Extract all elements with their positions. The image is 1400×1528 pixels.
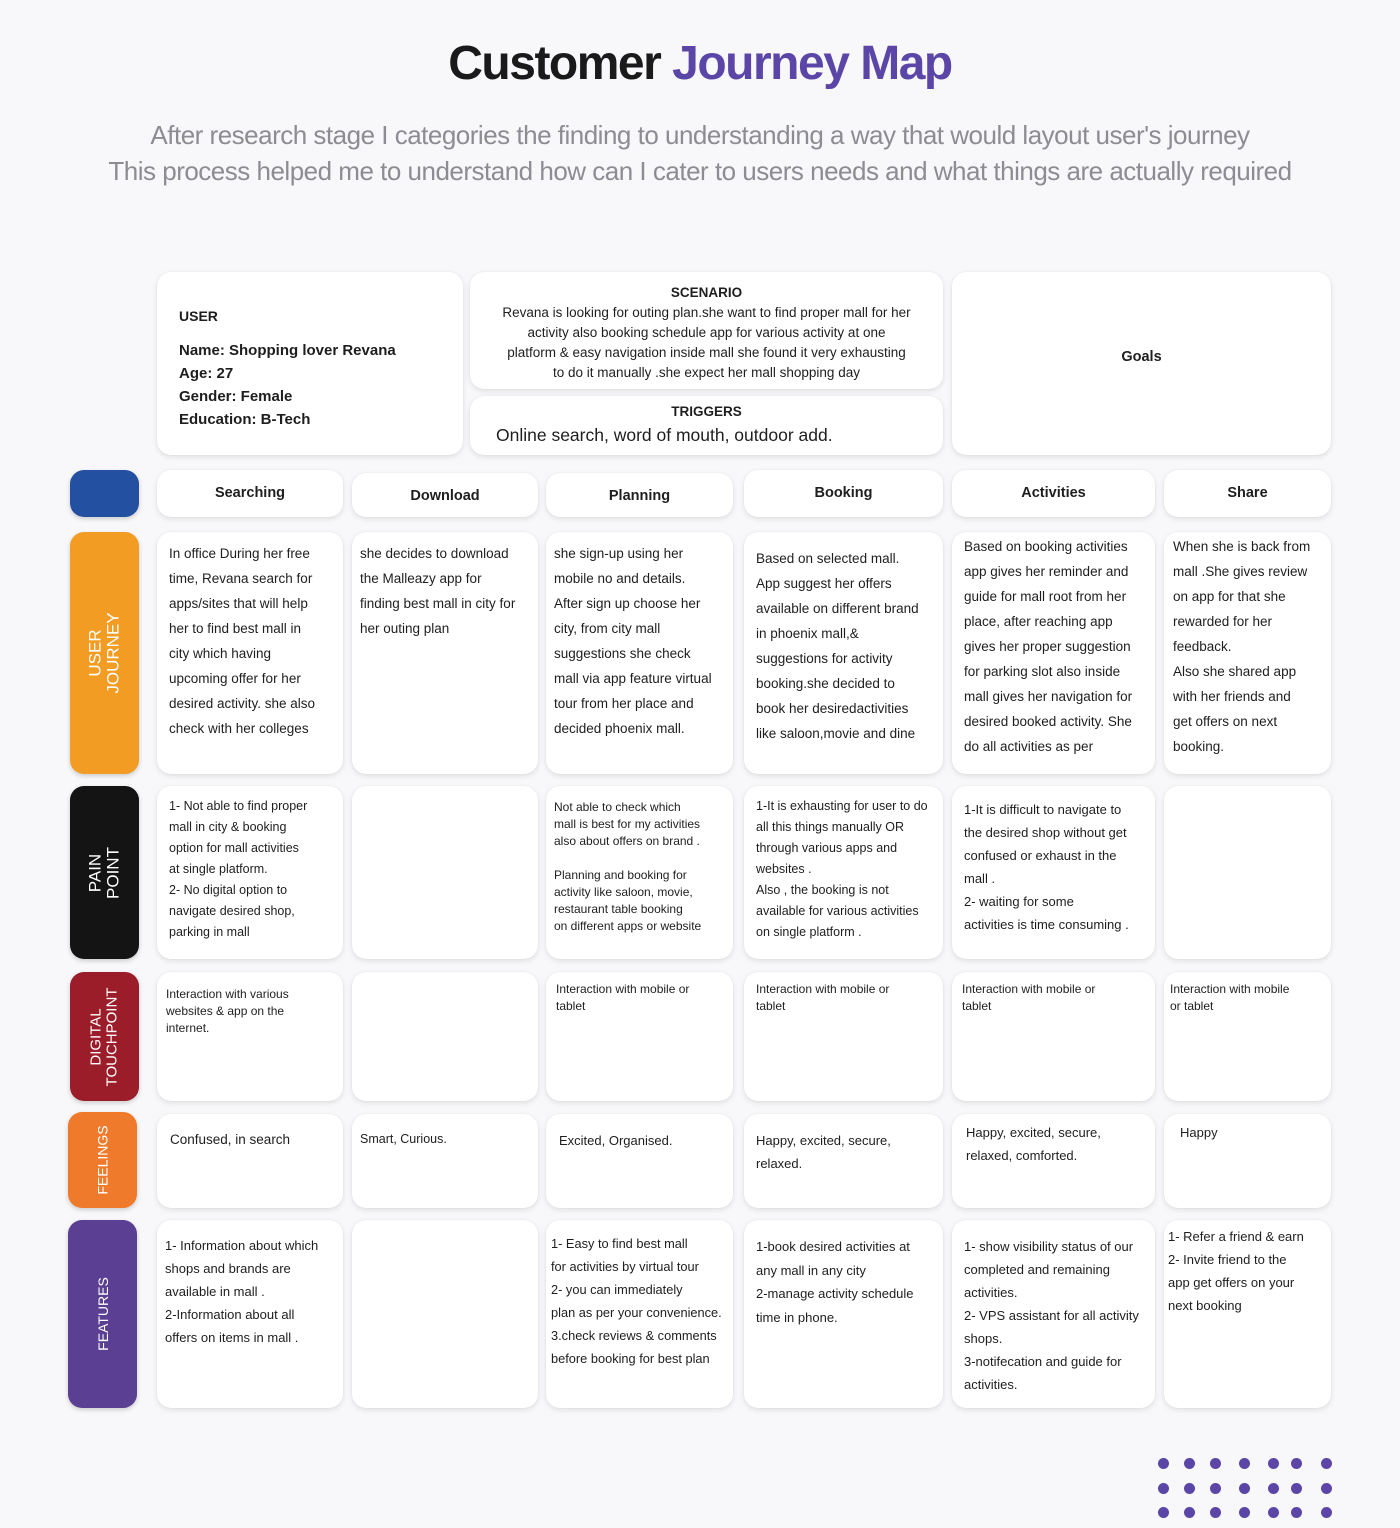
decorative-dot <box>1291 1458 1302 1469</box>
touchpoint-planning <box>546 972 733 1101</box>
scenario-card <box>470 272 943 389</box>
touchpoint-download <box>352 972 538 1101</box>
row-label-text: PAIN POINT <box>85 846 123 899</box>
feeling-share <box>1164 1114 1331 1208</box>
touchpoint-share <box>1164 972 1331 1101</box>
cell-text: Smart, Curious. <box>360 1132 447 1146</box>
feature-activities <box>952 1220 1155 1408</box>
decorative-dot <box>1158 1483 1169 1494</box>
user-journey-booking <box>744 532 943 774</box>
decorative-dot <box>1321 1507 1332 1518</box>
feeling-planning <box>546 1114 733 1208</box>
user-label: USER <box>179 308 218 324</box>
row-label-text: FEELINGS <box>94 1125 111 1195</box>
triggers-card <box>470 396 943 455</box>
decorative-dot <box>1321 1483 1332 1494</box>
cell-text: In office During her free time, Revana search for apps/sites that will help her to find best mall in city which having upcoming offer for her desired activity. she also check with her colleges <box>169 546 316 736</box>
stage-header-label: Activities <box>1021 485 1086 501</box>
triggers-text: Online search, word of mouth, outdoor add. <box>496 425 833 445</box>
cell-text: 1- show visibility status of our completed and remaining activities. 2- VPS assistant for all activity shops. 3-notifecation and guide for activities. <box>964 1239 1139 1392</box>
cell-text: When she is back from mall .She gives review on app for that she rewarded for her feedback. Also she shared app with her friends and get offers on next booking. <box>1173 539 1311 754</box>
decorative-dot <box>1210 1483 1221 1494</box>
decorative-dot <box>1239 1507 1250 1518</box>
feeling-booking <box>744 1114 943 1208</box>
cell-text: Not able to check which mall is best for my activities also about offers on brand . Planning and booking for activity like saloon, movie, restaurant table booking on different apps or website <box>554 800 702 933</box>
cell-text: 1- Not able to find proper mall in city & booking option for mall activities at single platform. 2- No digital option to navigate desired shop, parking in mall <box>169 799 308 939</box>
stage-header-searching <box>157 470 343 517</box>
decorative-dot <box>1184 1483 1195 1494</box>
persona-name: Name: Shopping lover Revana <box>179 342 396 359</box>
page-title <box>0 36 1400 91</box>
touchpoint-booking <box>744 972 943 1101</box>
row-label-pain-point <box>70 786 139 959</box>
stage-header-label: Share <box>1227 485 1268 501</box>
title-part-2: Journey Map <box>672 37 952 90</box>
row-label-feelings <box>68 1112 137 1208</box>
feature-download <box>352 1220 538 1408</box>
user-journey-share <box>1164 532 1331 774</box>
row-label-user-journey <box>70 532 139 774</box>
row-label-features <box>68 1220 137 1408</box>
row-label-text: USER JOURNEY <box>85 612 123 694</box>
cell-text: Happy, excited, secure, relaxed, comforted. <box>966 1125 1101 1163</box>
row-label-text: FEATURES <box>94 1277 111 1351</box>
decorative-dot <box>1291 1507 1302 1518</box>
decorative-dot <box>1268 1483 1279 1494</box>
stage-header-planning <box>546 473 733 517</box>
user-journey-planning <box>546 532 733 774</box>
scenario-text: Revana is looking for outing plan.she want to find proper mall for her activity also booking schedule app for various activity at one platform & easy navigation inside mall she found it very exhausting to do it manually .she expect her mall shopping day <box>502 305 911 380</box>
decorative-dot <box>1210 1458 1221 1469</box>
feature-planning <box>546 1220 733 1408</box>
decorative-dot <box>1158 1507 1169 1518</box>
row-label-digital-touchpoint <box>70 972 139 1101</box>
cell-text: Interaction with various websites & app on the internet. <box>166 987 289 1035</box>
goals-label: Goals <box>1121 349 1162 365</box>
feature-searching <box>157 1220 343 1408</box>
cell-text: Interaction with mobile or tablet <box>1170 982 1290 1013</box>
feeling-download <box>352 1114 538 1208</box>
cell-text: Confused, in search <box>170 1132 291 1147</box>
feeling-searching <box>157 1114 343 1208</box>
touchpoint-searching <box>157 972 343 1101</box>
user-journey-activities <box>952 532 1155 774</box>
persona-card <box>157 272 463 455</box>
persona-education: Education: B-Tech <box>179 411 311 428</box>
user-journey-searching <box>157 532 343 774</box>
stage-header-label: Searching <box>214 485 286 501</box>
pain-point-activities <box>952 786 1155 959</box>
triggers-label: TRIGGERS <box>671 404 742 419</box>
cell-text: Interaction with mobile or tablet <box>962 982 1096 1013</box>
decorative-dot <box>1210 1507 1221 1518</box>
subtitle-line-2: This process helped me to understand how can I cater to users needs and what things are actually required <box>108 156 1292 186</box>
pain-point-download <box>352 786 538 959</box>
goals-card <box>952 272 1331 455</box>
stage-header-activities <box>952 470 1155 517</box>
persona-age: Age: 27 <box>179 365 234 382</box>
decorative-dot <box>1158 1458 1169 1469</box>
feature-booking <box>744 1220 943 1408</box>
cell-text: Happy, excited, secure, relaxed. <box>756 1133 891 1171</box>
decorative-dot <box>1321 1458 1332 1469</box>
title-part-1: Customer <box>448 37 661 90</box>
cell-text: 1-book desired activities at any mall in any city 2-manage activity schedule time in phone. <box>756 1239 914 1325</box>
decorative-dot <box>1291 1483 1302 1494</box>
pain-point-booking <box>744 786 943 959</box>
stage-row-label <box>70 470 139 517</box>
cell-text: she decides to download the Malleazy app for finding best mall in city for her outing plan <box>360 546 516 636</box>
cell-text: Excited, Organised. <box>559 1133 673 1148</box>
cell-text: Interaction with mobile or tablet <box>556 982 690 1013</box>
decorative-dot <box>1184 1458 1195 1469</box>
stage-header-label: Planning <box>608 487 671 504</box>
touchpoint-activities <box>952 972 1155 1101</box>
cell-text: Based on selected mall. App suggest her offers available on different brand in phoenix mall,& suggestions for activity booking.she decided to book her desiredactivities like saloon,movie and dine <box>756 551 919 741</box>
decorative-dot <box>1268 1507 1279 1518</box>
stage-header-download <box>352 473 538 517</box>
cell-text: Interaction with mobile or tablet <box>756 982 890 1013</box>
feature-share <box>1164 1220 1331 1408</box>
decorative-dot <box>1239 1458 1250 1469</box>
decorative-dot <box>1184 1507 1195 1518</box>
stage-header-share <box>1164 470 1331 517</box>
pain-point-searching <box>157 786 343 959</box>
pain-point-planning <box>546 786 733 959</box>
persona-gender: Gender: Female <box>179 388 293 405</box>
cell-text: 1- Information about which shops and brands are available in mall . 2-Information about all offers on items in mall . <box>165 1238 319 1345</box>
pain-point-share <box>1164 786 1331 959</box>
stage-header-booking <box>744 470 943 517</box>
decorative-dot <box>1239 1483 1250 1494</box>
scenario-label: SCENARIO <box>670 285 743 300</box>
cell-text: Happy <box>1180 1125 1218 1140</box>
user-journey-download <box>352 532 538 774</box>
stage-header-label: Download <box>410 487 480 504</box>
cell-text: 1- Refer a friend & earn 2- Invite friend to the app get offers on your next booking <box>1168 1229 1304 1313</box>
cell-text: Based on booking activities app gives her reminder and guide for mall root from her place, after reaching app gives her proper suggestion for parking slot also inside mall gives her navigation for desired booked activity. She do all activities as per <box>964 539 1133 754</box>
cell-text: she sign-up using her mobile no and details. After sign up choose her city, from city mall suggestions she check mall via app feature virtual tour from her place and decided phoenix mall. <box>554 546 712 736</box>
subtitle-line-1: After research stage I categories the finding to understanding a way that would layout user's journey <box>150 120 1250 150</box>
cell-text: 1- Easy to find best mall for activities by virtual tour 2- you can immediately plan as per your convenience. 3.check reviews & comments before booking for best plan <box>551 1236 722 1366</box>
stage-header-label: Booking <box>814 485 873 501</box>
cell-text: 1-It is exhausting for user to do all this things manually OR through various apps and websites . Also , the booking is not available for various activities on single platform . <box>756 799 928 939</box>
feeling-activities <box>952 1114 1155 1208</box>
cell-text: 1-It is difficult to navigate to the desired shop without get confused or exhaust in the mall . 2- waiting for some activities is time consuming . <box>964 802 1129 932</box>
decorative-dot <box>1268 1458 1279 1469</box>
row-label-text: DIGITAL TOUCHPOINT <box>87 987 121 1086</box>
